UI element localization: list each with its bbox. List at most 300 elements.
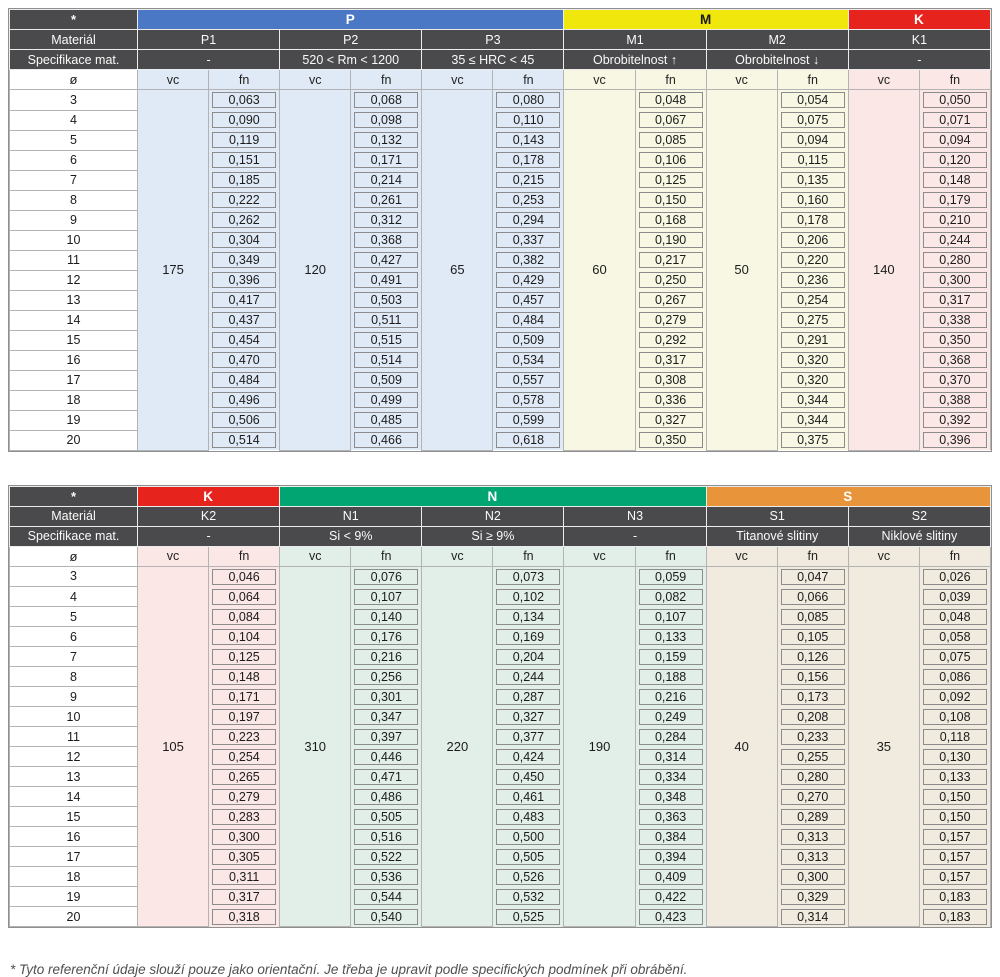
material-cell-N3: N3	[564, 506, 706, 526]
diameter-cell-11: 11	[10, 727, 138, 747]
fn-cell-N1-d10	[351, 707, 422, 727]
fn-cell-P1-d6	[209, 150, 280, 170]
fn-cell-N3-d13	[635, 767, 706, 787]
spec-cell-P3: 35 ≤ HRC < 45	[422, 50, 564, 70]
fn-value: 0,284	[639, 729, 703, 745]
fn-value: 0,047	[781, 569, 845, 585]
fn-value: 0,157	[923, 849, 987, 865]
fn-value: 0,067	[639, 112, 703, 128]
fn-value: 0,086	[923, 669, 987, 685]
fn-cell-S1-d9	[777, 687, 848, 707]
fn-cell-N3-d17	[635, 847, 706, 867]
fn-label-M2: fn	[777, 70, 848, 90]
fn-cell-M1-d16	[635, 350, 706, 370]
table-2-grid	[9, 486, 991, 928]
fn-cell-K1-d13	[919, 290, 990, 310]
corner-star-cell: *	[10, 10, 138, 30]
fn-value: 0,500	[496, 829, 560, 845]
vc-label-N3: vc	[564, 546, 635, 566]
material-cell-M1: M1	[564, 30, 706, 50]
fn-cell-K1-d3	[919, 90, 990, 111]
fn-label-N3: fn	[635, 546, 706, 566]
fn-value: 0,516	[354, 829, 418, 845]
fn-value: 0,506	[212, 412, 276, 428]
fn-value: 0,457	[496, 292, 560, 308]
fn-cell-M2-d14	[777, 310, 848, 330]
group-band-S: S	[706, 486, 990, 506]
fn-value: 0,505	[354, 809, 418, 825]
fn-cell-S2-d7	[919, 647, 990, 667]
fn-cell-P3-d18	[493, 390, 564, 410]
fn-cell-P2-d10	[351, 230, 422, 250]
fn-cell-N1-d9	[351, 687, 422, 707]
fn-value: 0,320	[781, 352, 845, 368]
fn-cell-P3-d17	[493, 370, 564, 390]
fn-value: 0,140	[354, 609, 418, 625]
group-band-P: P	[138, 10, 564, 30]
diameter-cell-15: 15	[10, 330, 138, 350]
fn-cell-P1-d15	[209, 330, 280, 350]
fn-value: 0,244	[923, 232, 987, 248]
fn-cell-N2-d4	[493, 587, 564, 607]
fn-value: 0,107	[354, 589, 418, 605]
fn-value: 0,514	[212, 432, 276, 448]
fn-cell-N1-d5	[351, 607, 422, 627]
fn-value: 0,216	[639, 689, 703, 705]
fn-value: 0,491	[354, 272, 418, 288]
fn-value: 0,270	[781, 789, 845, 805]
diameter-cell-16: 16	[10, 827, 138, 847]
fn-value: 0,176	[354, 629, 418, 645]
diameter-cell-7: 7	[10, 647, 138, 667]
fn-cell-S2-d8	[919, 667, 990, 687]
fn-cell-P1-d11	[209, 250, 280, 270]
fn-value: 0,350	[923, 332, 987, 348]
fn-cell-K1-d11	[919, 250, 990, 270]
fn-cell-S2-d20	[919, 907, 990, 927]
spec-cell-S2: Niklové slitiny	[848, 526, 990, 546]
fn-value: 0,143	[496, 132, 560, 148]
fn-cell-N2-d15	[493, 807, 564, 827]
diameter-cell-13: 13	[10, 767, 138, 787]
fn-cell-N2-d14	[493, 787, 564, 807]
spec-cell-P1: -	[138, 50, 280, 70]
fn-cell-K2-d15	[209, 807, 280, 827]
fn-value: 0,073	[496, 569, 560, 585]
diameter-cell-15: 15	[10, 807, 138, 827]
fn-value: 0,208	[781, 709, 845, 725]
fn-value: 0,150	[639, 192, 703, 208]
diameter-cell-18: 18	[10, 390, 138, 410]
fn-value: 0,470	[212, 352, 276, 368]
fn-cell-P2-d12	[351, 270, 422, 290]
fn-cell-S2-d13	[919, 767, 990, 787]
fn-value: 0,454	[212, 332, 276, 348]
vc-label-S2: vc	[848, 546, 919, 566]
fn-cell-N2-d6	[493, 627, 564, 647]
fn-value: 0,578	[496, 392, 560, 408]
material-cell-K2: K2	[138, 506, 280, 526]
vc-label-K2: vc	[138, 546, 209, 566]
fn-cell-K2-d13	[209, 767, 280, 787]
fn-value: 0,509	[496, 332, 560, 348]
diameter-cell-12: 12	[10, 747, 138, 767]
fn-value: 0,254	[781, 292, 845, 308]
diameter-cell-10: 10	[10, 707, 138, 727]
fn-value: 0,267	[639, 292, 703, 308]
diameter-cell-9: 9	[10, 210, 138, 230]
diameter-cell-9: 9	[10, 687, 138, 707]
fn-value: 0,115	[781, 152, 845, 168]
fn-cell-P2-d3	[351, 90, 422, 111]
fn-value: 0,305	[212, 849, 276, 865]
fn-cell-K2-d8	[209, 667, 280, 687]
fn-value: 0,486	[354, 789, 418, 805]
fn-value: 0,304	[212, 232, 276, 248]
vc-value-K2: 105	[138, 566, 209, 927]
fn-cell-P3-d10	[493, 230, 564, 250]
fn-value: 0,125	[639, 172, 703, 188]
fn-cell-P3-d13	[493, 290, 564, 310]
fn-cell-M1-d15	[635, 330, 706, 350]
diameter-cell-4: 4	[10, 587, 138, 607]
fn-cell-P3-d8	[493, 190, 564, 210]
fn-value: 0,048	[639, 92, 703, 108]
fn-value: 0,119	[212, 132, 276, 148]
fn-value: 0,120	[923, 152, 987, 168]
fn-label-N2: fn	[493, 546, 564, 566]
vc-value-S1: 40	[706, 566, 777, 927]
fn-cell-N1-d19	[351, 887, 422, 907]
diameter-cell-16: 16	[10, 350, 138, 370]
fn-value: 0,375	[781, 432, 845, 448]
fn-value: 0,125	[212, 649, 276, 665]
diameter-cell-14: 14	[10, 787, 138, 807]
fn-cell-K1-d16	[919, 350, 990, 370]
fn-value: 0,505	[496, 849, 560, 865]
fn-cell-M1-d5	[635, 130, 706, 150]
fn-cell-P1-d10	[209, 230, 280, 250]
fn-value: 0,236	[781, 272, 845, 288]
fn-cell-M2-d15	[777, 330, 848, 350]
fn-value: 0,216	[354, 649, 418, 665]
fn-cell-N3-d11	[635, 727, 706, 747]
fn-value: 0,557	[496, 372, 560, 388]
diameter-header: ø	[10, 70, 138, 90]
diameter-cell-20: 20	[10, 907, 138, 927]
vc-value-M1: 60	[564, 90, 635, 451]
fn-cell-N2-d3	[493, 566, 564, 587]
fn-value: 0,291	[781, 332, 845, 348]
fn-value: 0,105	[781, 629, 845, 645]
fn-cell-K1-d15	[919, 330, 990, 350]
fn-value: 0,347	[354, 709, 418, 725]
fn-cell-P3-d19	[493, 410, 564, 430]
fn-cell-M1-d12	[635, 270, 706, 290]
fn-value: 0,090	[212, 112, 276, 128]
fn-value: 0,280	[781, 769, 845, 785]
fn-cell-P3-d15	[493, 330, 564, 350]
fn-value: 0,540	[354, 909, 418, 925]
fn-value: 0,599	[496, 412, 560, 428]
fn-cell-P1-d3	[209, 90, 280, 111]
fn-value: 0,308	[639, 372, 703, 388]
spec-cell-N1: Si < 9%	[280, 526, 422, 546]
vc-value-N3: 190	[564, 566, 635, 927]
fn-cell-K1-d8	[919, 190, 990, 210]
fn-value: 0,150	[923, 809, 987, 825]
fn-cell-N1-d6	[351, 627, 422, 647]
fn-value: 0,279	[212, 789, 276, 805]
fn-cell-M2-d3	[777, 90, 848, 111]
fn-cell-N3-d5	[635, 607, 706, 627]
fn-value: 0,048	[923, 609, 987, 625]
diameter-cell-12: 12	[10, 270, 138, 290]
fn-cell-N2-d19	[493, 887, 564, 907]
fn-value: 0,509	[354, 372, 418, 388]
fn-value: 0,068	[354, 92, 418, 108]
diameter-cell-18: 18	[10, 867, 138, 887]
fn-cell-M2-d9	[777, 210, 848, 230]
spec-cell-N3: -	[564, 526, 706, 546]
fn-cell-P3-d20	[493, 430, 564, 450]
fn-value: 0,368	[923, 352, 987, 368]
fn-cell-M2-d17	[777, 370, 848, 390]
fn-cell-S1-d12	[777, 747, 848, 767]
fn-value: 0,108	[923, 709, 987, 725]
fn-cell-P2-d16	[351, 350, 422, 370]
fn-value: 0,396	[923, 432, 987, 448]
fn-value: 0,157	[923, 869, 987, 885]
fn-value: 0,094	[923, 132, 987, 148]
fn-value: 0,066	[781, 589, 845, 605]
fn-cell-N3-d18	[635, 867, 706, 887]
fn-cell-S2-d18	[919, 867, 990, 887]
fn-value: 0,466	[354, 432, 418, 448]
material-cell-M2: M2	[706, 30, 848, 50]
fn-value: 0,148	[212, 669, 276, 685]
fn-cell-N1-d16	[351, 827, 422, 847]
fn-cell-S1-d6	[777, 627, 848, 647]
fn-cell-N1-d13	[351, 767, 422, 787]
fn-cell-N1-d14	[351, 787, 422, 807]
diameter-cell-8: 8	[10, 190, 138, 210]
fn-value: 0,317	[212, 889, 276, 905]
fn-cell-N3-d7	[635, 647, 706, 667]
fn-value: 0,098	[354, 112, 418, 128]
fn-value: 0,471	[354, 769, 418, 785]
fn-cell-P3-d6	[493, 150, 564, 170]
fn-value: 0,388	[923, 392, 987, 408]
fn-value: 0,317	[923, 292, 987, 308]
fn-cell-P2-d19	[351, 410, 422, 430]
fn-cell-K1-d9	[919, 210, 990, 230]
fn-value: 0,185	[212, 172, 276, 188]
vc-label-N2: vc	[422, 546, 493, 566]
fn-cell-S1-d16	[777, 827, 848, 847]
fn-value: 0,063	[212, 92, 276, 108]
spec-row-label: Specifikace mat.	[10, 50, 138, 70]
fn-value: 0,076	[354, 569, 418, 585]
fn-value: 0,397	[354, 729, 418, 745]
fn-cell-S1-d15	[777, 807, 848, 827]
fn-value: 0,217	[639, 252, 703, 268]
fn-value: 0,370	[923, 372, 987, 388]
fn-value: 0,314	[639, 749, 703, 765]
material-cell-S1: S1	[706, 506, 848, 526]
diameter-cell-20: 20	[10, 430, 138, 450]
fn-value: 0,110	[496, 112, 560, 128]
fn-value: 0,233	[781, 729, 845, 745]
fn-value: 0,515	[354, 332, 418, 348]
fn-value: 0,206	[781, 232, 845, 248]
fn-value: 0,318	[212, 909, 276, 925]
fn-cell-S2-d5	[919, 607, 990, 627]
fn-value: 0,300	[923, 272, 987, 288]
fn-cell-N1-d7	[351, 647, 422, 667]
fn-label-P1: fn	[209, 70, 280, 90]
corner-star-cell: *	[10, 486, 138, 506]
fn-cell-P3-d3	[493, 90, 564, 111]
fn-value: 0,422	[639, 889, 703, 905]
fn-value: 0,348	[639, 789, 703, 805]
fn-cell-S2-d17	[919, 847, 990, 867]
vc-label-M1: vc	[564, 70, 635, 90]
fn-cell-N1-d15	[351, 807, 422, 827]
fn-value: 0,104	[212, 629, 276, 645]
fn-cell-S1-d4	[777, 587, 848, 607]
spec-cell-M2: Obrobitelnost ↓	[706, 50, 848, 70]
fn-cell-N3-d20	[635, 907, 706, 927]
fn-value: 0,256	[354, 669, 418, 685]
fn-cell-K1-d6	[919, 150, 990, 170]
fn-cell-M1-d6	[635, 150, 706, 170]
fn-value: 0,130	[923, 749, 987, 765]
fn-cell-N2-d17	[493, 847, 564, 867]
fn-value: 0,118	[923, 729, 987, 745]
fn-cell-S2-d11	[919, 727, 990, 747]
fn-cell-P1-d19	[209, 410, 280, 430]
fn-value: 0,148	[923, 172, 987, 188]
fn-value: 0,313	[781, 849, 845, 865]
fn-cell-M2-d19	[777, 410, 848, 430]
fn-cell-N3-d19	[635, 887, 706, 907]
fn-cell-N2-d11	[493, 727, 564, 747]
material-cell-S2: S2	[848, 506, 990, 526]
fn-cell-P1-d16	[209, 350, 280, 370]
fn-value: 0,169	[496, 629, 560, 645]
fn-cell-K1-d18	[919, 390, 990, 410]
fn-value: 0,496	[212, 392, 276, 408]
fn-cell-N3-d8	[635, 667, 706, 687]
fn-cell-P2-d9	[351, 210, 422, 230]
fn-value: 0,204	[496, 649, 560, 665]
fn-cell-S2-d4	[919, 587, 990, 607]
fn-cell-N3-d4	[635, 587, 706, 607]
fn-value: 0,526	[496, 869, 560, 885]
fn-value: 0,344	[781, 392, 845, 408]
fn-cell-K1-d7	[919, 170, 990, 190]
fn-value: 0,544	[354, 889, 418, 905]
material-cell-P2: P2	[280, 30, 422, 50]
fn-cell-P1-d18	[209, 390, 280, 410]
fn-value: 0,058	[923, 629, 987, 645]
fn-value: 0,151	[212, 152, 276, 168]
fn-cell-N1-d17	[351, 847, 422, 867]
vc-value-P2: 120	[280, 90, 351, 451]
fn-cell-K2-d9	[209, 687, 280, 707]
fn-value: 0,450	[496, 769, 560, 785]
fn-value: 0,265	[212, 769, 276, 785]
fn-value: 0,382	[496, 252, 560, 268]
fn-value: 0,254	[212, 749, 276, 765]
fn-value: 0,050	[923, 92, 987, 108]
spec-cell-K1: -	[848, 50, 990, 70]
fn-value: 0,327	[639, 412, 703, 428]
fn-value: 0,215	[496, 172, 560, 188]
fn-value: 0,536	[354, 869, 418, 885]
fn-cell-S1-d18	[777, 867, 848, 887]
fn-cell-N2-d12	[493, 747, 564, 767]
fn-cell-M2-d11	[777, 250, 848, 270]
vc-value-N2: 220	[422, 566, 493, 927]
fn-cell-K1-d14	[919, 310, 990, 330]
fn-cell-P3-d5	[493, 130, 564, 150]
fn-value: 0,133	[639, 629, 703, 645]
fn-cell-N2-d5	[493, 607, 564, 627]
fn-value: 0,525	[496, 909, 560, 925]
diameter-cell-5: 5	[10, 607, 138, 627]
fn-value: 0,311	[212, 869, 276, 885]
fn-value: 0,178	[496, 152, 560, 168]
fn-value: 0,423	[639, 909, 703, 925]
fn-cell-P2-d8	[351, 190, 422, 210]
fn-cell-P3-d14	[493, 310, 564, 330]
fn-value: 0,190	[639, 232, 703, 248]
fn-cell-S1-d14	[777, 787, 848, 807]
fn-cell-M1-d4	[635, 110, 706, 130]
fn-cell-P2-d15	[351, 330, 422, 350]
fn-value: 0,156	[781, 669, 845, 685]
fn-cell-M2-d4	[777, 110, 848, 130]
fn-value: 0,417	[212, 292, 276, 308]
diameter-cell-10: 10	[10, 230, 138, 250]
fn-value: 0,429	[496, 272, 560, 288]
fn-cell-K2-d14	[209, 787, 280, 807]
fn-value: 0,377	[496, 729, 560, 745]
fn-cell-K1-d5	[919, 130, 990, 150]
fn-cell-N1-d4	[351, 587, 422, 607]
material-cell-P3: P3	[422, 30, 564, 50]
fn-cell-K2-d4	[209, 587, 280, 607]
diameter-cell-11: 11	[10, 250, 138, 270]
table-1-grid	[9, 9, 991, 451]
fn-cell-K1-d12	[919, 270, 990, 290]
spec-cell-S1: Titanové slitiny	[706, 526, 848, 546]
diameter-cell-8: 8	[10, 667, 138, 687]
fn-label-P2: fn	[351, 70, 422, 90]
fn-value: 0,409	[639, 869, 703, 885]
fn-value: 0,300	[212, 829, 276, 845]
diameter-cell-5: 5	[10, 130, 138, 150]
fn-value: 0,327	[496, 709, 560, 725]
fn-cell-N3-d10	[635, 707, 706, 727]
spec-cell-N2: Si ≥ 9%	[422, 526, 564, 546]
fn-value: 0,350	[639, 432, 703, 448]
fn-value: 0,092	[923, 689, 987, 705]
fn-cell-N1-d18	[351, 867, 422, 887]
fn-value: 0,075	[781, 112, 845, 128]
